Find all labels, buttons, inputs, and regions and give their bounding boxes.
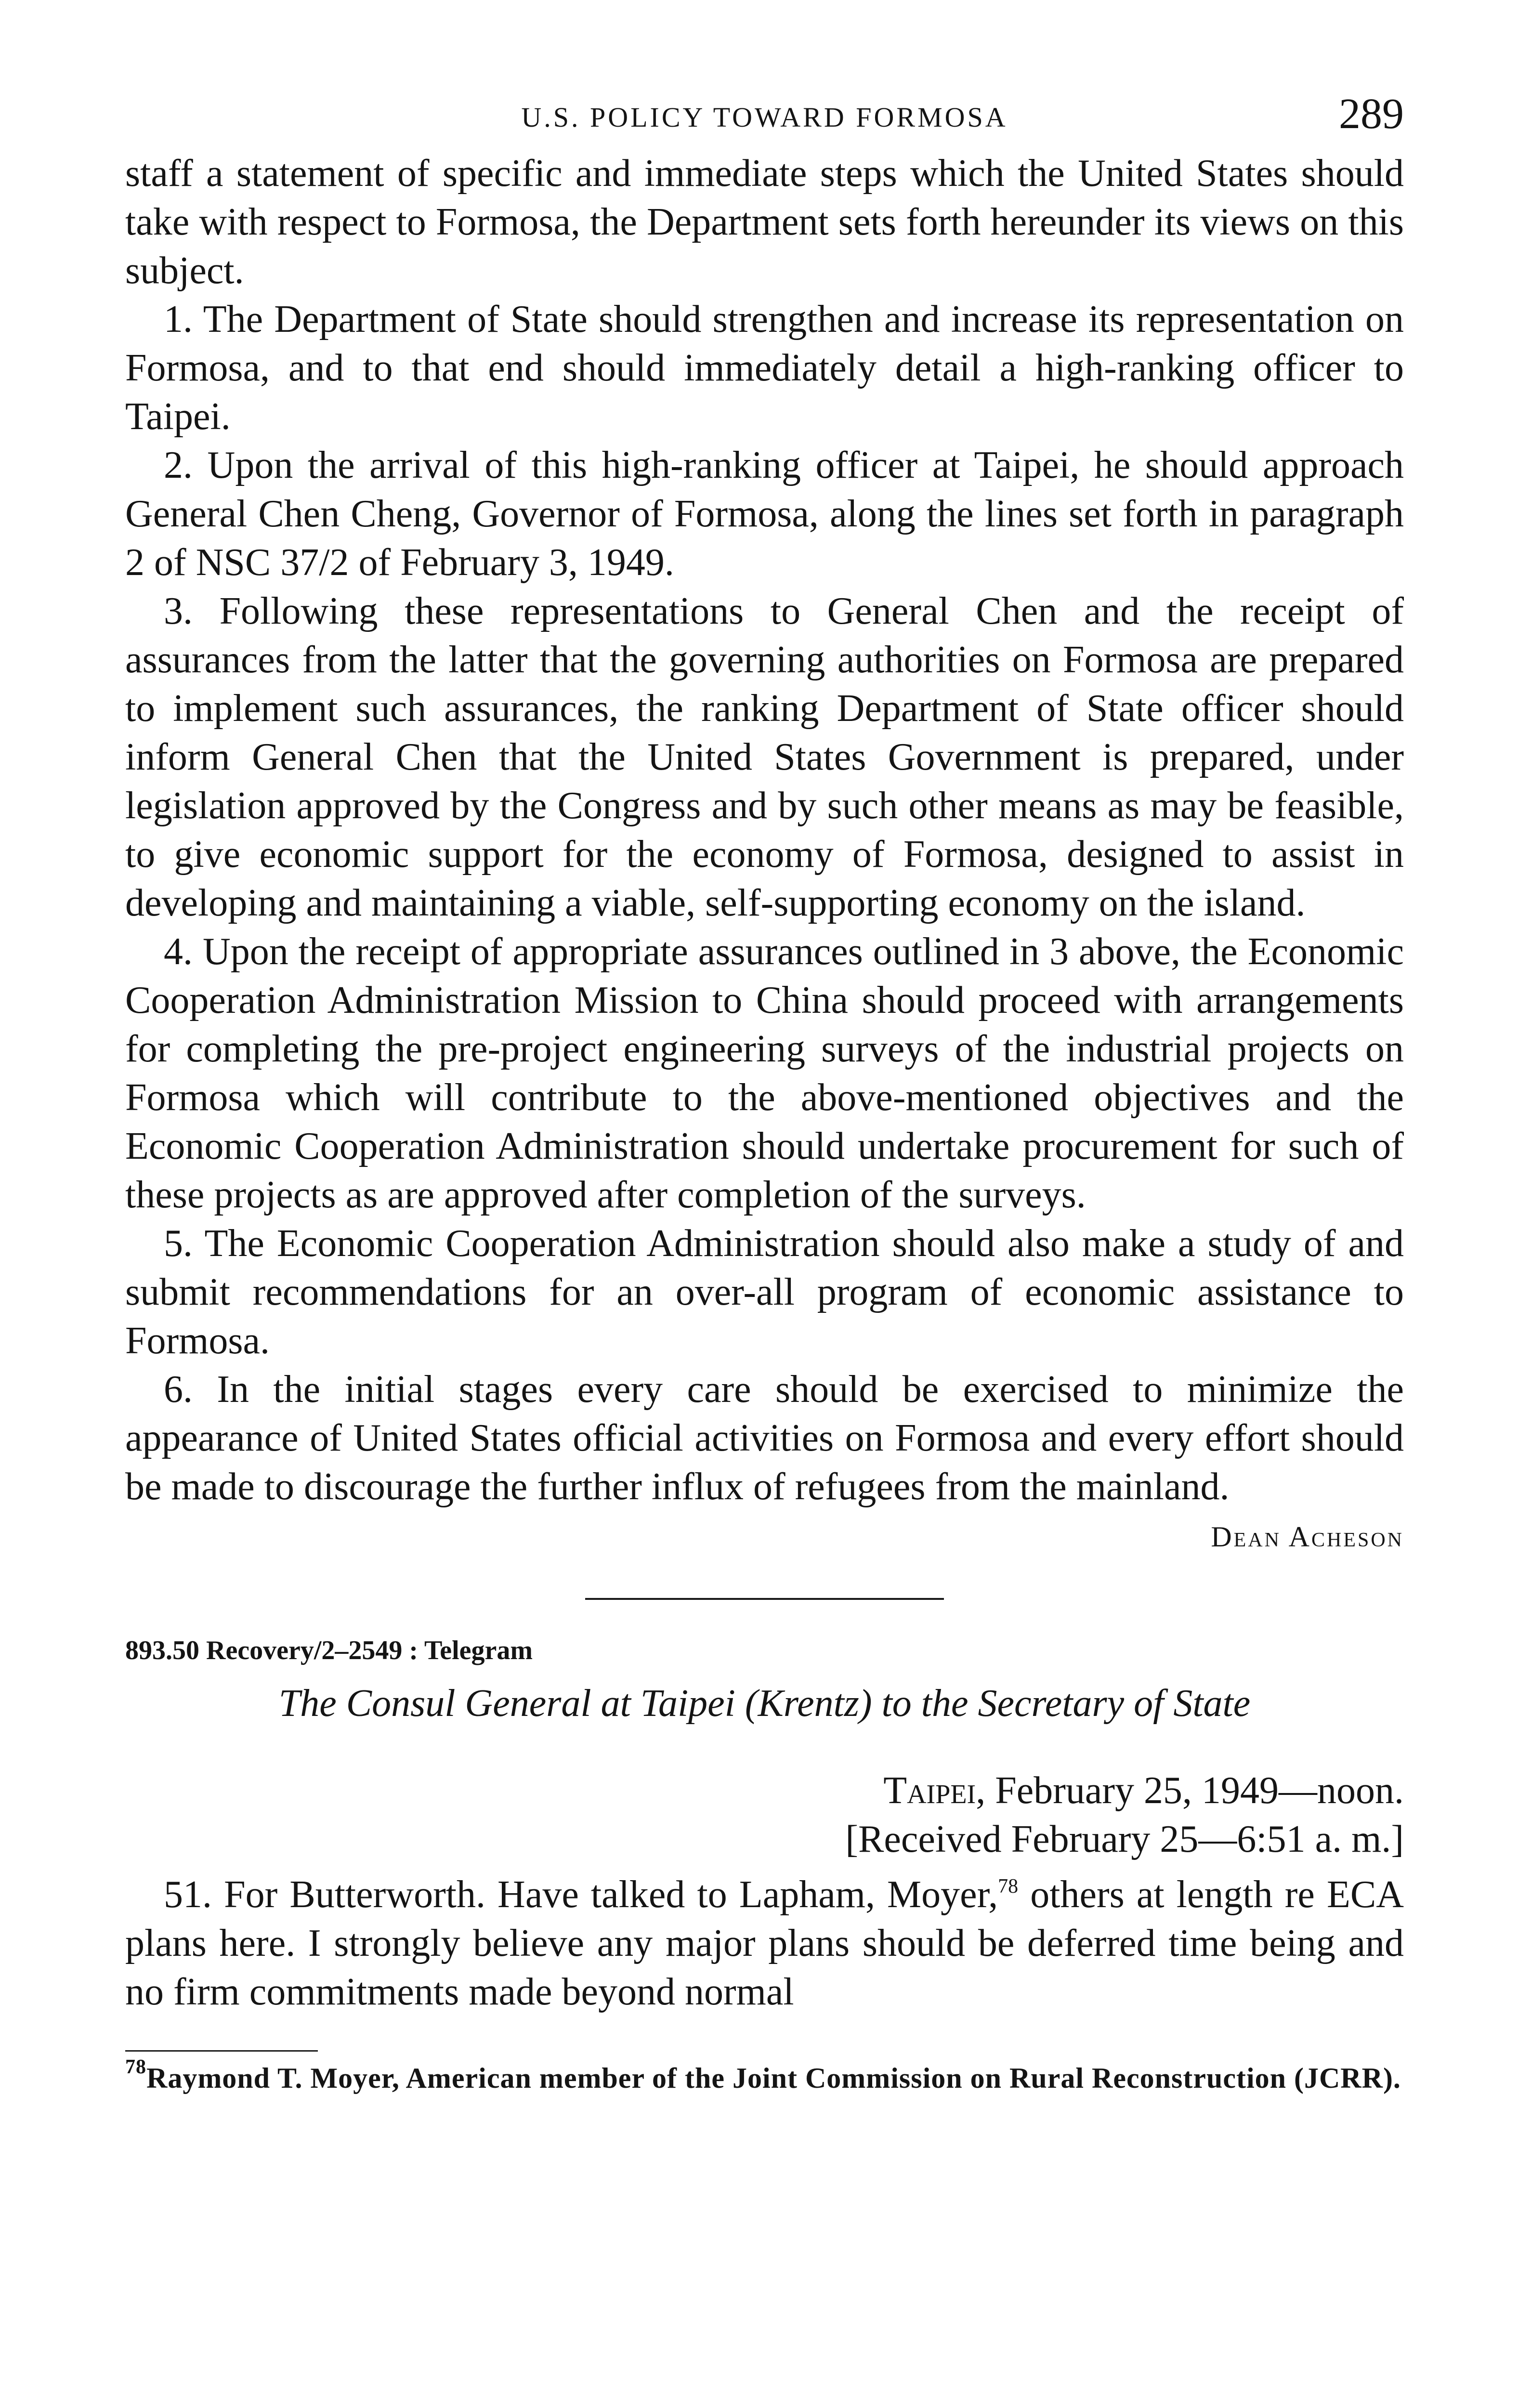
section-divider	[585, 1598, 944, 1600]
page-number: 289	[1339, 90, 1404, 138]
document-page	[125, 82, 1404, 2095]
dateline-received: [Received February 25—6:51 a. m.]	[845, 1818, 1404, 1860]
signature: Dean Acheson	[1211, 1521, 1404, 1553]
paragraph-4: 4. Upon the receipt of appropriate assurances outlined in 3 above, the Economic Cooperation Administration Mission to China should proceed with arrangements for completing the pre-project engineering surveys of the industrial projects on Formosa which will contribute to the above-mentioned objectives and the Economic Cooperation Administration should undertake procurement for such of these projects as are approved after completion of the surveys.	[125, 930, 1404, 1216]
footnote-marker: 78	[125, 2056, 146, 2078]
letter-body	[125, 149, 1404, 1511]
telegram-paragraph	[125, 1871, 1404, 2016]
dateline-place: Taipei	[883, 1769, 976, 1812]
dateline-date: , February 25, 1949—noon.	[976, 1769, 1404, 1812]
file-reference: 893.50 Recovery/2–2549 : Telegram	[125, 1636, 533, 1665]
telegram-text-end: others at length re ECA plans here. I strongly believe any major plans should be deferred time being and no firm commitments made beyond normal	[125, 1873, 1404, 2013]
paragraph-intro: staff a statement of specific and immediate steps which the United States should take with respect to Formosa, the Department sets forth hereunder its views on this subject.	[125, 152, 1404, 292]
paragraph-1: 1. The Department of State should strengthen and increase its representation on Formosa, and to that end should immediately detail a high-ranking officer to Taipei.	[125, 298, 1404, 438]
running-title: U.S. POLICY TOWARD FORMOSA	[521, 102, 1008, 133]
footnote-reference: 78	[998, 1875, 1019, 1898]
footnote	[125, 2056, 1404, 2095]
document-title: The Consul General at Taipei (Krentz) to the Secretary of State	[278, 1682, 1251, 1725]
telegram-body	[125, 1871, 1404, 2016]
running-head	[125, 82, 1404, 149]
telegram-text-start: 51. For Butterworth. Have talked to Lapham, Moyer,	[164, 1873, 998, 1916]
dateline	[125, 1767, 1404, 1864]
paragraph-5: 5. The Economic Cooperation Administration should also make a study of and submit recommendations for an over-all program of economic assistance to Formosa.	[125, 1222, 1404, 1362]
paragraph-2: 2. Upon the arrival of this high-ranking officer at Taipei, he should approach General Chen Cheng, Governor of Formosa, along the lines set forth in paragraph 2 of NSC 37/2 of February 3, 1949.	[125, 444, 1404, 584]
footnote-text: Raymond T. Moyer, American member of the Joint Commission on Rural Reconstruction (JCRR).	[146, 2062, 1401, 2094]
paragraph-6: 6. In the initial stages every care should be exercised to minimize the appearance of United States official activities on Formosa and every effort should be made to discourage the further influx of refugees from the mainland.	[125, 1368, 1404, 1508]
footnote-divider	[125, 2050, 318, 2052]
paragraph-3: 3. Following these representations to General Chen and the receipt of assurances from the latter that the governing authorities on Formosa are prepared to implement such assurances, the ranking Department of State officer should inform General Chen that the United States Government is prepared, under legislation approved by the Congress and by such other means as may be feasible, to give economic support for the economy of Formosa, designed to assist in developing and maintaining a viable, self-supporting economy on the island.	[125, 590, 1404, 924]
dateline-sent	[125, 1767, 1404, 1815]
